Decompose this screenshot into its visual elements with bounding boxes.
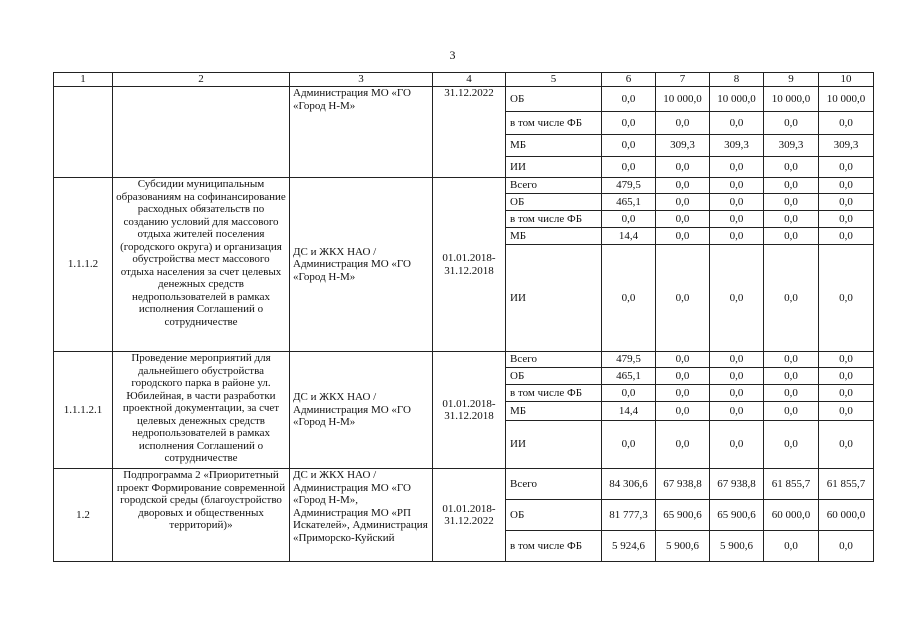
amount-col-8: 0,0 [710, 352, 764, 368]
item-number: 1.2 [54, 469, 113, 562]
budget-table [53, 72, 874, 562]
amount-col-8: 0,0 [710, 228, 764, 245]
amount-col-8: 5 900,6 [710, 531, 764, 562]
item-number: 1.1.1.2 [54, 178, 113, 352]
amount-col-7: 309,3 [656, 135, 710, 157]
amount-col-6: 479,5 [602, 352, 656, 368]
amount-col-6: 0,0 [602, 157, 656, 178]
amount-col-9: 0,0 [764, 157, 819, 178]
amount-col-8: 0,0 [710, 178, 764, 194]
responsible-executor: ДС и ЖКХ НАО / Администрация МО «ГО «Город Н-М» [290, 178, 433, 352]
amount-col-7: 0,0 [656, 157, 710, 178]
amount-col-6: 0,0 [602, 245, 656, 352]
amount-col-10: 0,0 [819, 157, 874, 178]
funding-source: ОБ [506, 500, 602, 531]
table-row [54, 178, 874, 194]
column-header-3: 3 [290, 73, 433, 87]
page-number: 3 [449, 48, 456, 62]
responsible-executor: Администрация МО «ГО «Город Н-М» [290, 87, 433, 178]
column-header-2: 2 [113, 73, 290, 87]
amount-col-10: 0,0 [819, 421, 874, 469]
amount-col-9: 0,0 [764, 112, 819, 135]
amount-col-7: 0,0 [656, 245, 710, 352]
amount-col-9: 0,0 [764, 402, 819, 421]
amount-col-10: 0,0 [819, 228, 874, 245]
amount-col-9: 0,0 [764, 178, 819, 194]
funding-source: Всего [506, 178, 602, 194]
amount-col-9: 0,0 [764, 352, 819, 368]
funding-source: в том числе ФБ [506, 531, 602, 562]
column-header-6: 6 [602, 73, 656, 87]
table-body [54, 87, 874, 562]
amount-col-10: 0,0 [819, 352, 874, 368]
funding-source: МБ [506, 228, 602, 245]
amount-col-6: 14,4 [602, 402, 656, 421]
amount-col-6: 0,0 [602, 421, 656, 469]
responsible-executor: ДС и ЖКХ НАО / Администрация МО «ГО «Город Н-М» [290, 352, 433, 469]
amount-col-8: 0,0 [710, 157, 764, 178]
amount-col-6: 0,0 [602, 87, 656, 112]
amount-col-6: 465,1 [602, 194, 656, 211]
amount-col-10: 0,0 [819, 178, 874, 194]
funding-source: ОБ [506, 194, 602, 211]
amount-col-8: 67 938,8 [710, 469, 764, 500]
amount-col-9: 0,0 [764, 228, 819, 245]
amount-col-7: 0,0 [656, 211, 710, 228]
column-header-5: 5 [506, 73, 602, 87]
amount-col-7: 0,0 [656, 421, 710, 469]
funding-source: в том числе ФБ [506, 211, 602, 228]
amount-col-7: 5 900,6 [656, 531, 710, 562]
amount-col-7: 65 900,6 [656, 500, 710, 531]
funding-source: Всего [506, 469, 602, 500]
amount-col-8: 0,0 [710, 245, 764, 352]
amount-col-8: 65 900,6 [710, 500, 764, 531]
amount-col-6: 0,0 [602, 385, 656, 402]
amount-col-7: 0,0 [656, 194, 710, 211]
column-header-4: 4 [433, 73, 506, 87]
amount-col-8: 0,0 [710, 421, 764, 469]
funding-source: МБ [506, 135, 602, 157]
funding-source: ОБ [506, 368, 602, 385]
amount-col-6: 81 777,3 [602, 500, 656, 531]
amount-col-7: 0,0 [656, 402, 710, 421]
implementation-period: 01.01.2018- 31.12.2018 [433, 178, 506, 352]
amount-col-9: 0,0 [764, 368, 819, 385]
amount-col-7: 0,0 [656, 368, 710, 385]
amount-col-10: 309,3 [819, 135, 874, 157]
amount-col-9: 0,0 [764, 194, 819, 211]
amount-col-9: 61 855,7 [764, 469, 819, 500]
column-header-8: 8 [710, 73, 764, 87]
amount-col-8: 0,0 [710, 112, 764, 135]
item-name: Подпрограмма 2 «Приоритетный проект Формирование современной городской среды (благоустройство дворовых и общественных территорий)» [113, 469, 290, 562]
amount-col-10: 61 855,7 [819, 469, 874, 500]
amount-col-10: 0,0 [819, 402, 874, 421]
amount-col-10: 0,0 [819, 194, 874, 211]
amount-col-9: 309,3 [764, 135, 819, 157]
header-row [54, 73, 874, 87]
amount-col-9: 0,0 [764, 245, 819, 352]
amount-col-6: 479,5 [602, 178, 656, 194]
column-header-7: 7 [656, 73, 710, 87]
item-name: Субсидии муниципальным образованиям на софинансирование расходных обязательств по созданию условий для массового отдыха жителей поселения (городского округа) и организация обустройства мест массового отдыха населения за счет целевых денежных средств недропользователей в рамках исполнения Соглашений о сотрудничестве [113, 178, 290, 352]
table-row [54, 469, 874, 500]
implementation-period: 01.01.2018- 31.12.2022 [433, 469, 506, 562]
amount-col-8: 0,0 [710, 211, 764, 228]
amount-col-6: 5 924,6 [602, 531, 656, 562]
funding-source: в том числе ФБ [506, 112, 602, 135]
funding-source: ИИ [506, 421, 602, 469]
amount-col-8: 0,0 [710, 194, 764, 211]
item-name: Проведение мероприятий для дальнейшего обустройства городского парка в районе ул. Юбилейная, в части разработки проектной документации, за счет целевых денежных средств недропользователей в рамках исполнения Соглашений о сотрудничестве [113, 352, 290, 469]
amount-col-9: 60 000,0 [764, 500, 819, 531]
funding-source: ИИ [506, 157, 602, 178]
responsible-executor: ДС и ЖКХ НАО / Администрация МО «ГО «Город Н-М», Администрация МО «РП Искателей», Администрация «Приморско-Куйский [290, 469, 433, 562]
amount-col-7: 67 938,8 [656, 469, 710, 500]
amount-col-10: 60 000,0 [819, 500, 874, 531]
amount-col-8: 0,0 [710, 402, 764, 421]
funding-source: ИИ [506, 245, 602, 352]
funding-source: МБ [506, 402, 602, 421]
table-row [54, 87, 874, 112]
amount-col-8: 309,3 [710, 135, 764, 157]
amount-col-10: 0,0 [819, 112, 874, 135]
amount-col-10: 0,0 [819, 385, 874, 402]
amount-col-7: 0,0 [656, 385, 710, 402]
amount-col-8: 0,0 [710, 368, 764, 385]
amount-col-9: 0,0 [764, 531, 819, 562]
amount-col-8: 0,0 [710, 385, 764, 402]
amount-col-9: 0,0 [764, 421, 819, 469]
item-number: 1.1.1.2.1 [54, 352, 113, 469]
amount-col-10: 0,0 [819, 531, 874, 562]
amount-col-9: 0,0 [764, 211, 819, 228]
item-number [54, 87, 113, 178]
implementation-period: 31.12.2022 [433, 87, 506, 178]
funding-source: в том числе ФБ [506, 385, 602, 402]
amount-col-7: 0,0 [656, 228, 710, 245]
amount-col-6: 0,0 [602, 135, 656, 157]
amount-col-6: 14,4 [602, 228, 656, 245]
amount-col-9: 10 000,0 [764, 87, 819, 112]
amount-col-8: 10 000,0 [710, 87, 764, 112]
column-header-9: 9 [764, 73, 819, 87]
amount-col-6: 465,1 [602, 368, 656, 385]
item-name [113, 87, 290, 178]
amount-col-10: 0,0 [819, 368, 874, 385]
amount-col-10: 0,0 [819, 211, 874, 228]
column-header-10: 10 [819, 73, 874, 87]
implementation-period: 01.01.2018- 31.12.2018 [433, 352, 506, 469]
amount-col-7: 0,0 [656, 178, 710, 194]
column-header-1: 1 [54, 73, 113, 87]
amount-col-10: 10 000,0 [819, 87, 874, 112]
amount-col-6: 0,0 [602, 211, 656, 228]
amount-col-7: 0,0 [656, 352, 710, 368]
funding-source: ОБ [506, 87, 602, 112]
funding-source: Всего [506, 352, 602, 368]
table-row [54, 352, 874, 368]
amount-col-7: 0,0 [656, 112, 710, 135]
amount-col-10: 0,0 [819, 245, 874, 352]
amount-col-7: 10 000,0 [656, 87, 710, 112]
amount-col-9: 0,0 [764, 385, 819, 402]
amount-col-6: 0,0 [602, 112, 656, 135]
amount-col-6: 84 306,6 [602, 469, 656, 500]
